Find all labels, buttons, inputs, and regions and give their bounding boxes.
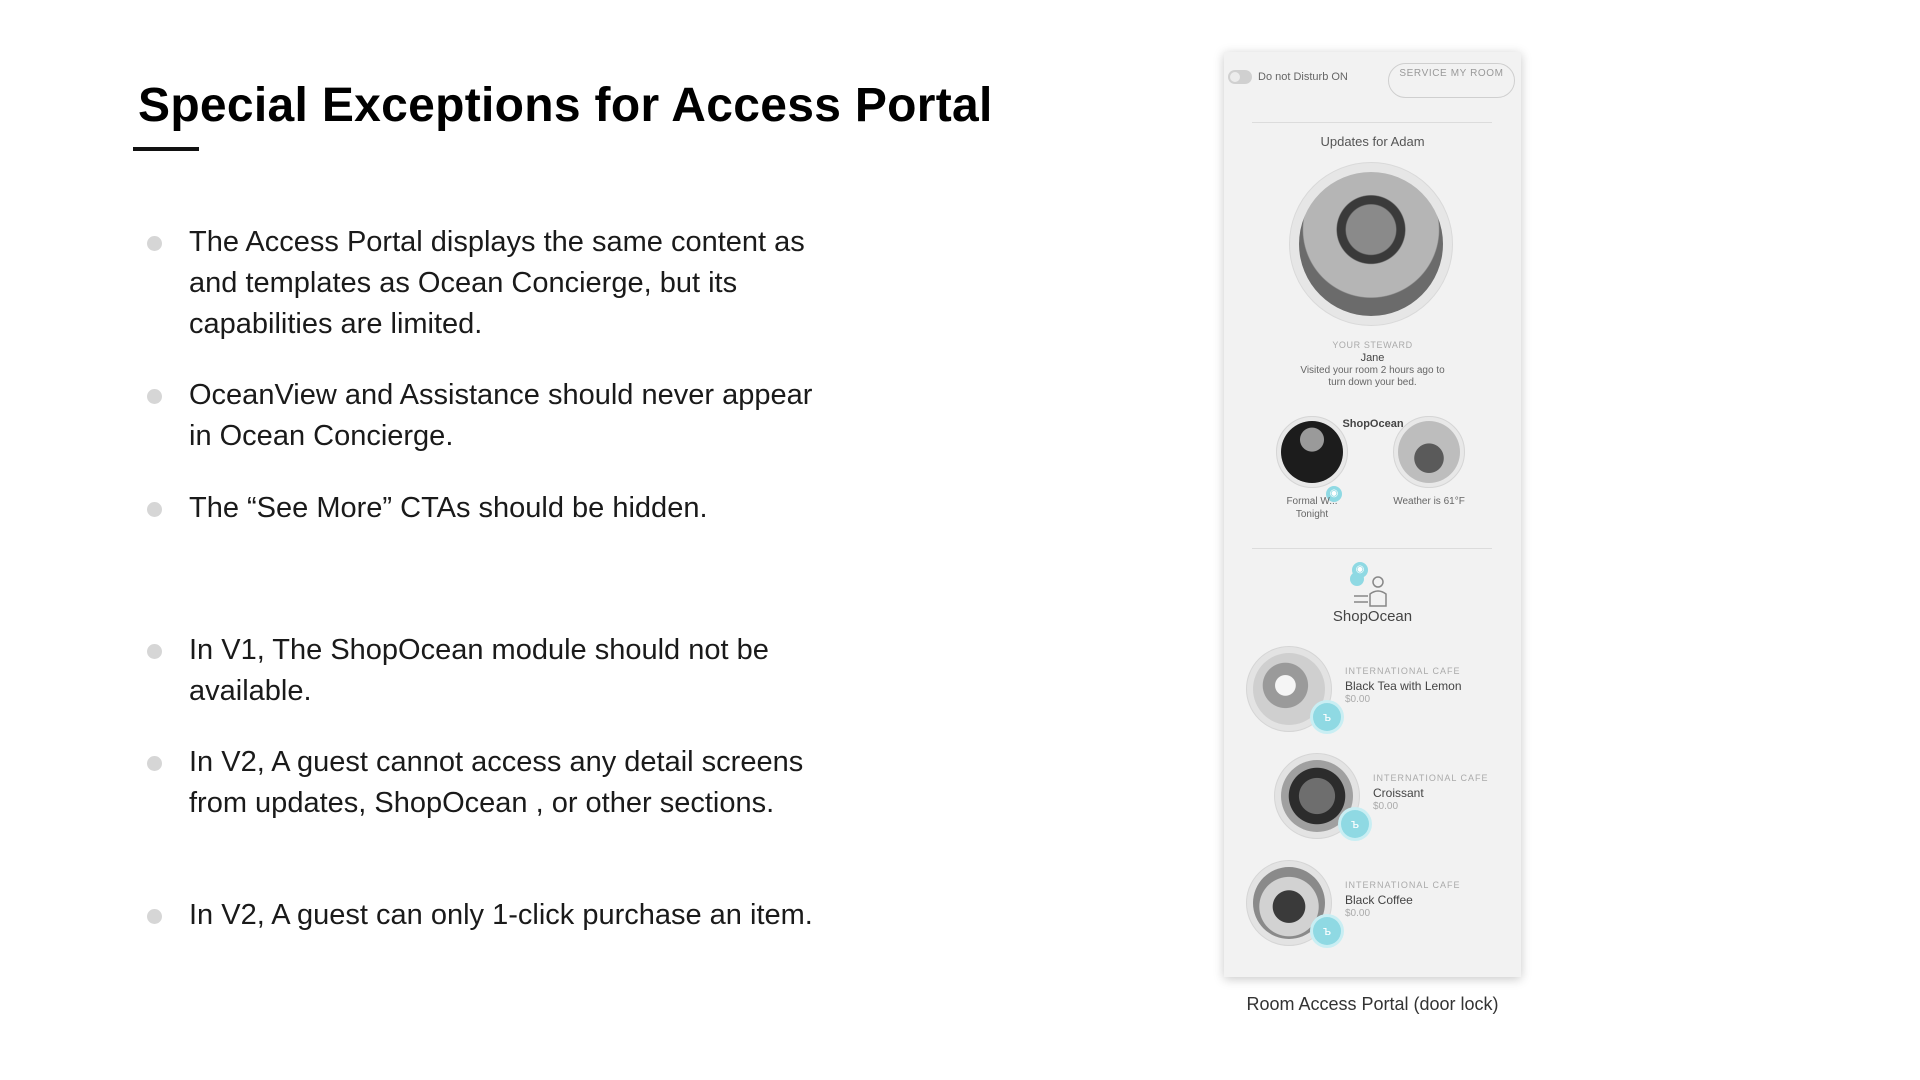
access-portal-mockup (1224, 52, 1521, 977)
item-name: Croissant (1373, 786, 1424, 800)
one-click-buy-button[interactable]: ъ (1313, 917, 1341, 945)
bullet-text: In V2, A guest cannot access any detail screens from updates, ShopOcean , or other sections. (189, 746, 804, 819)
service-my-room-button[interactable]: SERVICE MY ROOM (1388, 63, 1515, 98)
bullet-item (145, 222, 835, 345)
bullet-item (145, 488, 835, 529)
steward-photo (1289, 162, 1453, 326)
one-click-buy-button[interactable]: ъ (1313, 703, 1341, 731)
weather-label: Weather is 61°F (1393, 496, 1465, 507)
title-underline (133, 147, 199, 151)
location-pin-icon: ◉ (1326, 486, 1342, 502)
steward-portrait (1299, 172, 1443, 316)
weather-photo (1398, 421, 1460, 483)
bullet-item (145, 742, 835, 824)
bullet-item (145, 630, 835, 712)
item-price: $0.00 (1345, 908, 1371, 919)
divider (1252, 122, 1492, 123)
bullet-dot (147, 756, 162, 771)
item-info (1373, 773, 1489, 812)
slide-title: Special Exceptions for Access Portal (138, 79, 993, 132)
item-name: Black Tea with Lemon (1345, 679, 1462, 693)
formal-wear-label: Formal W... Tonight (1286, 496, 1338, 520)
bullet-text: OceanView and Assistance should never appear in Ocean Concierge. (189, 379, 813, 452)
shopocean-title: ShopOcean (1332, 608, 1413, 625)
mockup-caption: Room Access Portal (door lock) (1246, 994, 1499, 1014)
bullet-dot (147, 502, 162, 517)
dnd-label: Do not Disturb ON (1258, 71, 1348, 83)
bullet-text: The “See More” CTAs should be hidden. (189, 492, 708, 524)
item-info (1345, 666, 1462, 705)
item-category: INTERNATIONAL CAFE (1373, 773, 1489, 783)
item-category: INTERNATIONAL CAFE (1345, 666, 1461, 676)
bullet-dot (147, 389, 162, 404)
bullet-dot (147, 236, 162, 251)
weather-card (1393, 416, 1465, 488)
one-click-buy-button[interactable]: ъ (1341, 810, 1369, 838)
steward-role: YOUR STEWARD (1332, 340, 1413, 350)
item-price: $0.00 (1345, 694, 1371, 705)
bullet-text: The Access Portal displays the same content as and templates as Ocean Concierge, but its capabilities are limited. (189, 226, 805, 340)
divider (1252, 548, 1492, 549)
bullet-text: In V1, The ShopOcean module should not be available. (189, 634, 769, 707)
bullet-item (145, 895, 835, 936)
do-not-disturb-toggle[interactable] (1228, 70, 1348, 84)
updates-title: Updates for Adam (1320, 134, 1425, 149)
bullet-dot (147, 644, 162, 659)
bullet-dot (147, 909, 162, 924)
shopocean-mini-label: ShopOcean (1342, 418, 1404, 430)
steward-description: Visited your room 2 hours ago to turn down your bed. (1300, 365, 1445, 388)
item-category: INTERNATIONAL CAFE (1345, 880, 1461, 890)
item-name: Black Coffee (1345, 893, 1413, 907)
steward-name: Jane (1360, 352, 1385, 364)
formal-wear-photo (1281, 421, 1343, 483)
item-price: $0.00 (1373, 801, 1399, 812)
bullet-item (145, 375, 835, 457)
location-pin-icon: ◉ (1352, 562, 1368, 578)
item-info (1345, 880, 1461, 919)
toggle-switch-icon[interactable] (1228, 70, 1252, 84)
bullet-text: In V2, A guest can only 1-click purchase an item. (189, 899, 813, 931)
